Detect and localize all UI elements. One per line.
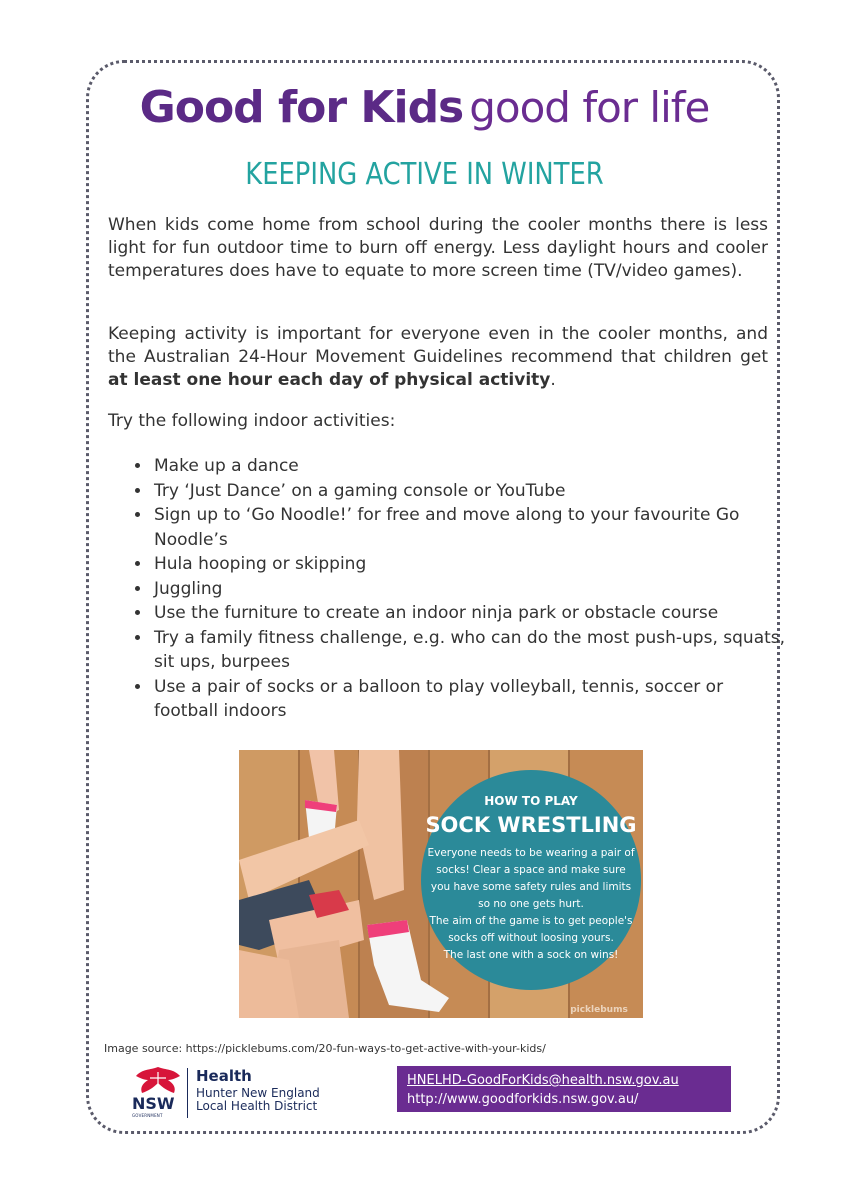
list-item: • Use a pair of socks or a balloon to play volleyball, tennis, soccer or football indoors [152, 675, 792, 724]
image-watermark: picklebums [570, 1005, 628, 1015]
image-kicker: HOW TO PLAY [484, 794, 578, 808]
brand-strong-text: Good for Kids [139, 82, 464, 133]
guidelines-emphasis: at least one hour each day of physical activity [108, 370, 551, 390]
list-item: • Try ‘Just Dance’ on a gaming console or YouTube [152, 479, 792, 504]
intro-paragraph: When kids come home from school during the cooler months there is less light for fun outdoor time to burn off energy. Less daylight hours and cooler temperatures does have to equate to more screen time (TV/video games). [108, 215, 768, 281]
list-item: • Try a family fitness challenge, e.g. who can do the most push-ups, squats, sit ups, burpees [152, 626, 792, 675]
waratah-icon [130, 1064, 186, 1096]
brand-logo-text [0, 82, 849, 133]
district-line: Local Health District [196, 1099, 318, 1113]
list-item: • Make up a dance [152, 454, 792, 479]
image-line: The last one with a sock on wins! [443, 949, 619, 961]
image-source-caption: Image source: https://picklebums.com/20-fun-ways-to-get-active-with-your-kids/ [104, 1042, 546, 1055]
activities-list [126, 454, 792, 724]
guidelines-end: . [550, 370, 556, 390]
government-wordmark: GOVERNMENT [132, 1113, 163, 1118]
image-line: socks off without loosing yours. [448, 932, 614, 944]
image-line: socks! Clear a space and make sure [436, 864, 626, 876]
page-title: KEEPING ACTIVE IN WINTER [245, 157, 604, 192]
list-item: • Use the furniture to create an indoor ninja park or obstacle course [152, 601, 792, 626]
website-link[interactable]: http://www.goodforkids.nsw.gov.au/ [407, 1092, 639, 1107]
image-line: you have some safety rules and limits [430, 881, 632, 893]
activities-intro: Try the following indoor activities: [108, 411, 396, 431]
email-link[interactable]: HNELHD-GoodForKids@health.nsw.gov.au [407, 1073, 679, 1088]
list-item: • Sign up to ‘Go Noodle!’ for free and move along to your favourite Go Noodle’s [152, 503, 792, 552]
nsw-health-logo [130, 1064, 360, 1120]
district-line: Hunter New England [196, 1086, 320, 1100]
health-label: Health [196, 1067, 252, 1085]
guidelines-text: Keeping activity is important for everyone even in the cooler months, and the Australian 24-Hour Movement Guidelines recommend that children get [108, 324, 768, 367]
guidelines-paragraph [108, 323, 768, 392]
district-label [196, 1087, 320, 1113]
list-item: • Juggling [152, 577, 792, 602]
logo-divider [187, 1068, 188, 1118]
contact-box [397, 1066, 731, 1112]
sock-wrestling-image [239, 750, 643, 1018]
image-line: Everyone needs to be wearing a pair of [427, 847, 635, 859]
image-title: SOCK WRESTLING [425, 813, 637, 837]
image-line: The aim of the game is to get people's [429, 915, 633, 927]
image-line: so no one gets hurt. [478, 898, 584, 910]
list-item: • Hula hooping or skipping [152, 552, 792, 577]
nsw-wordmark: NSW [132, 1094, 175, 1113]
brand-light-text: good for life [469, 83, 710, 132]
